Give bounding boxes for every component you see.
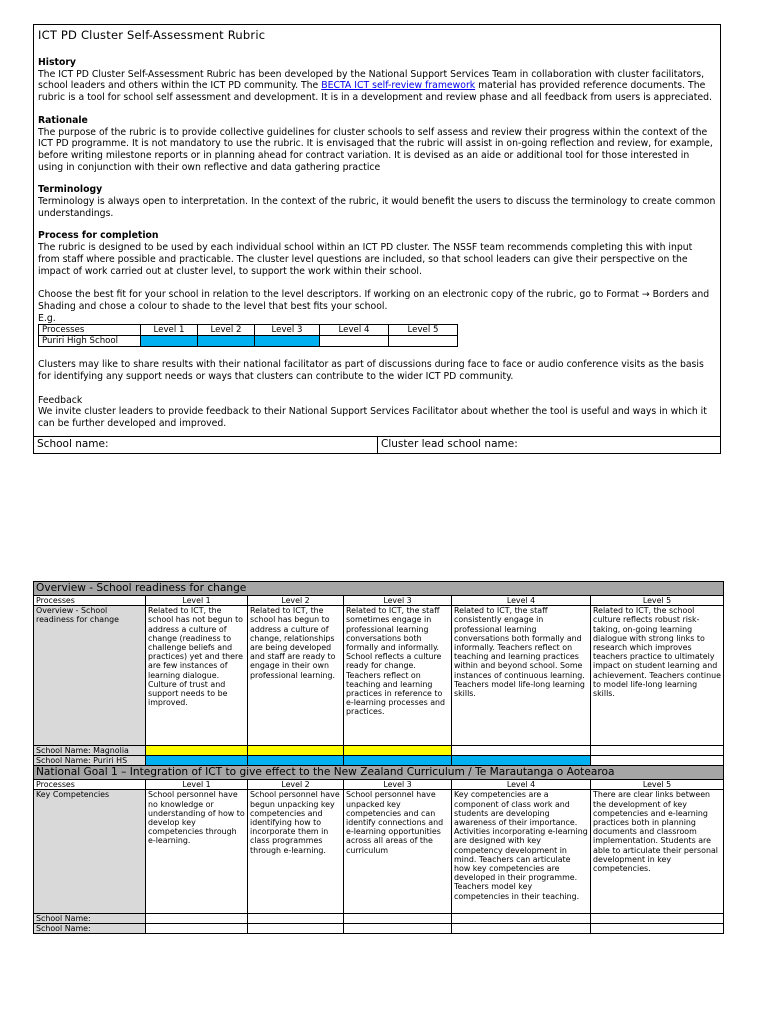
section1-school2-level-1-cell[interactable] [146, 756, 248, 766]
section2-level-5-descriptor: There are clear links between the development of key competencies and e-learning practices both in planning documents and classroom implementation. Students are able to articulate their personal development in key competencies. [591, 790, 724, 914]
section1-school-name-1: School Name: Magnolia [34, 746, 146, 756]
document-content [34, 57, 720, 436]
feedback-heading: Feedback [38, 394, 83, 406]
section1-banner-row [34, 582, 724, 596]
example-header-level-1: Level 1 [141, 325, 198, 336]
section1-level-3-descriptor: Related to ICT, the staff sometimes engage in professional learning conversations both formally and informally. School reflects a culture ready for change. Teachers reflect on teaching and learning practices in reference to e-learning processes and practices. [344, 606, 452, 746]
school-name-row [34, 436, 720, 453]
example-header-level-2: Level 2 [198, 325, 255, 336]
rubric-table [33, 581, 724, 934]
section1-level-1-descriptor: Related to ICT, the school has not begun to address a culture of change (readiness to challenge beliefs and practices) yet and there are few instances of learning dialogue. Culture of trust and support needs to be improved. [146, 606, 248, 746]
section2-process-cell: Key Competencies [34, 790, 146, 914]
section2-school1-level-3-cell[interactable] [344, 914, 452, 924]
section2-school1-level-1-cell[interactable] [146, 914, 248, 924]
section1-school1-level-5-cell[interactable] [591, 746, 724, 756]
section2-school2-level-2-cell[interactable] [248, 924, 344, 934]
cluster-lead-school-field[interactable]: Cluster lead school name: [381, 437, 518, 450]
school-name-field[interactable]: School name: [34, 437, 378, 453]
history-paragraph [38, 69, 716, 104]
example-cell-5[interactable] [389, 336, 458, 347]
section2-descriptor-row [34, 790, 724, 914]
feedback-paragraph: We invite cluster leaders to provide feedback to their National Support Services Facilitator about whether the tool is useful and ways in which it can be further developed and improved. [38, 406, 707, 430]
process-heading: Process for completion [38, 230, 159, 242]
becta-framework-link[interactable]: BECTA ICT self-review framework [321, 80, 476, 92]
example-shaded-cell-2[interactable] [198, 336, 255, 347]
section1-school2-level-2-cell[interactable] [248, 756, 344, 766]
example-cell-4[interactable] [320, 336, 389, 347]
section1-level-2-descriptor: Related to ICT, the school has begun to address a culture of change, relationships are being developed and staff are ready to engage in their own professional learning. [248, 606, 344, 746]
section1-school1-level-1-cell[interactable] [146, 746, 248, 756]
section1-school1-level-4-cell[interactable] [452, 746, 591, 756]
example-header-row [39, 325, 458, 336]
section1-header-level-3: Level 3 [344, 596, 452, 606]
section2-level-4-descriptor: Key competencies are a component of class work and students are developing awareness of their importance. Activities incorporating e-learning are designed with key competency development in mind. Teachers can articulate how key competencies are developed in their programme. Teachers model key competencies in their teaching. [452, 790, 591, 914]
intro-document-box [33, 24, 721, 454]
terminology-heading: Terminology [38, 184, 103, 196]
section2-header-level-4: Level 4 [452, 780, 591, 790]
section2-banner-row [34, 766, 724, 780]
section2-school2-level-5-cell[interactable] [591, 924, 724, 934]
section1-header-row [34, 596, 724, 606]
example-header-level-5: Level 5 [389, 325, 458, 336]
section2-level-1-descriptor: School personnel have no knowledge or understanding of how to develop key competencies through e-learning. [146, 790, 248, 914]
section2-school-row-2 [34, 924, 724, 934]
section2-header-level-5: Level 5 [591, 780, 724, 790]
section1-header-level-4: Level 4 [452, 596, 591, 606]
section1-level-5-descriptor: Related to ICT, the school culture reflects robust risk-taking, on-going learning dialogue with strong links to research which improves teachers practice to ultimately impact on student learning and achievement. Teachers continue to model life-long learning skills. [591, 606, 724, 746]
section2-school2-level-3-cell[interactable] [344, 924, 452, 934]
section2-school-name-1: School Name: [34, 914, 146, 924]
section2-header-level-3: Level 3 [344, 780, 452, 790]
section1-banner: Overview - School readiness for change [34, 582, 724, 596]
section2-school2-level-1-cell[interactable] [146, 924, 248, 934]
section2-header-row [34, 780, 724, 790]
history-heading: History [38, 57, 76, 68]
section2-banner: National Goal 1 – Integration of ICT to give effect to the New Zealand Curriculum / Te Marautanga o Aotearoa [34, 766, 724, 780]
section2-school1-level-2-cell[interactable] [248, 914, 344, 924]
example-header-level-3: Level 3 [255, 325, 320, 336]
section1-descriptor-row [34, 606, 724, 746]
section2-school1-level-4-cell[interactable] [452, 914, 591, 924]
example-school-row [39, 336, 458, 347]
example-school-label: Puriri High School [39, 336, 141, 347]
section1-school1-level-2-cell[interactable] [248, 746, 344, 756]
section1-school-name-2: School Name: Puriri HS [34, 756, 146, 766]
section1-school-row-1 [34, 746, 724, 756]
example-shaded-cell-3[interactable] [255, 336, 320, 347]
section1-school-row-2 [34, 756, 724, 766]
history-text-before-link: The ICT PD Cluster Self-Assessment Rubric has been developed by the National Support Services Team in collaboration with cluster facilitators, school leaders and others within the ICT PD community. The [38, 68, 705, 92]
example-header-processes: Processes [39, 325, 141, 336]
section1-header-level-1: Level 1 [146, 596, 248, 606]
section1-header-level-5: Level 5 [591, 596, 724, 606]
section1-school2-level-3-cell[interactable] [344, 756, 452, 766]
section2-school-name-2: School Name: [34, 924, 146, 934]
section2-header-level-1: Level 1 [146, 780, 248, 790]
eg-label: E.g. [38, 312, 56, 324]
process-paragraph: The rubric is designed to be used by each individual school within an ICT PD cluster. The NSSF team recommends completing this with input from staff where possible and practicable. The cluster level questions are included, so that school leaders can give their perspective on the impact of work carried out at cluster level, to support the work within their school. [38, 242, 693, 277]
section1-level-4-descriptor: Related to ICT, the staff consistently engage in professional learning conversations both formally and informally. Teachers reflect on teaching and learning practices within and beyond school. Some instances of continuous learning. Teachers model life-long learning skills. [452, 606, 591, 746]
section2-header-level-2: Level 2 [248, 780, 344, 790]
section2-school1-level-5-cell[interactable] [591, 914, 724, 924]
history-text-after-link: material has provided reference documents. The rubric is a tool for school self assessment and development. It is in a development and review phase and all feedback from users is appreciated. [38, 80, 712, 104]
choose-paragraph: Choose the best fit for your school in relation to the level descriptors. If working on an electronic copy of the rubric, go to Format → Borders and Shading and chose a colour to shade to the level that best fits your school. [38, 289, 710, 312]
terminology-paragraph: Terminology is always open to interpretation. In the context of the rubric, it would benefit the users to discuss the terminology to create common understandings. [38, 196, 716, 219]
document-title: ICT PD Cluster Self-Assessment Rubric [38, 28, 266, 42]
section2-level-3-descriptor: School personnel have unpacked key competencies and can identify connections and e-learning opportunities across all areas of the curriculum [344, 790, 452, 914]
section2-level-2-descriptor: School personnel have begun unpacking key competencies and identifying how to incorporate them in class programmes through e-learning. [248, 790, 344, 914]
section2-school2-level-4-cell[interactable] [452, 924, 591, 934]
section1-school1-level-3-cell[interactable] [344, 746, 452, 756]
example-header-level-4: Level 4 [320, 325, 389, 336]
section1-header-processes: Processes [34, 596, 146, 606]
section1-header-level-2: Level 2 [248, 596, 344, 606]
clusters-paragraph: Clusters may like to share results with their national facilitator as part of discussions during face to face or audio conference visits as the basis for identifying any support needs or ways that clusters can contribute to the wider ICT PD community. [38, 359, 704, 383]
section2-school-row-1 [34, 914, 724, 924]
rationale-heading: Rationale [38, 114, 88, 126]
section1-school2-level-5-cell[interactable] [591, 756, 724, 766]
section1-school2-level-4-cell[interactable] [452, 756, 591, 766]
section2-header-processes: Processes [34, 780, 146, 790]
example-shaded-cell-1[interactable] [141, 336, 198, 347]
section1-process-cell: Overview - School readiness for change [34, 606, 146, 746]
example-table [38, 324, 458, 347]
rationale-paragraph: The purpose of the rubric is to provide collective guidelines for cluster schools to self assess and review their progress within the context of the ICT PD programme. It is not mandatory to use the rubric. It is envisaged that the rubric will assist in on-going reflection and review, for example, before writing milestone reports or in planning ahead for contract variation. It is devised as an aide or additional tool for those interested in using in conjunction with their own reflective and data gathering practice [38, 126, 713, 173]
